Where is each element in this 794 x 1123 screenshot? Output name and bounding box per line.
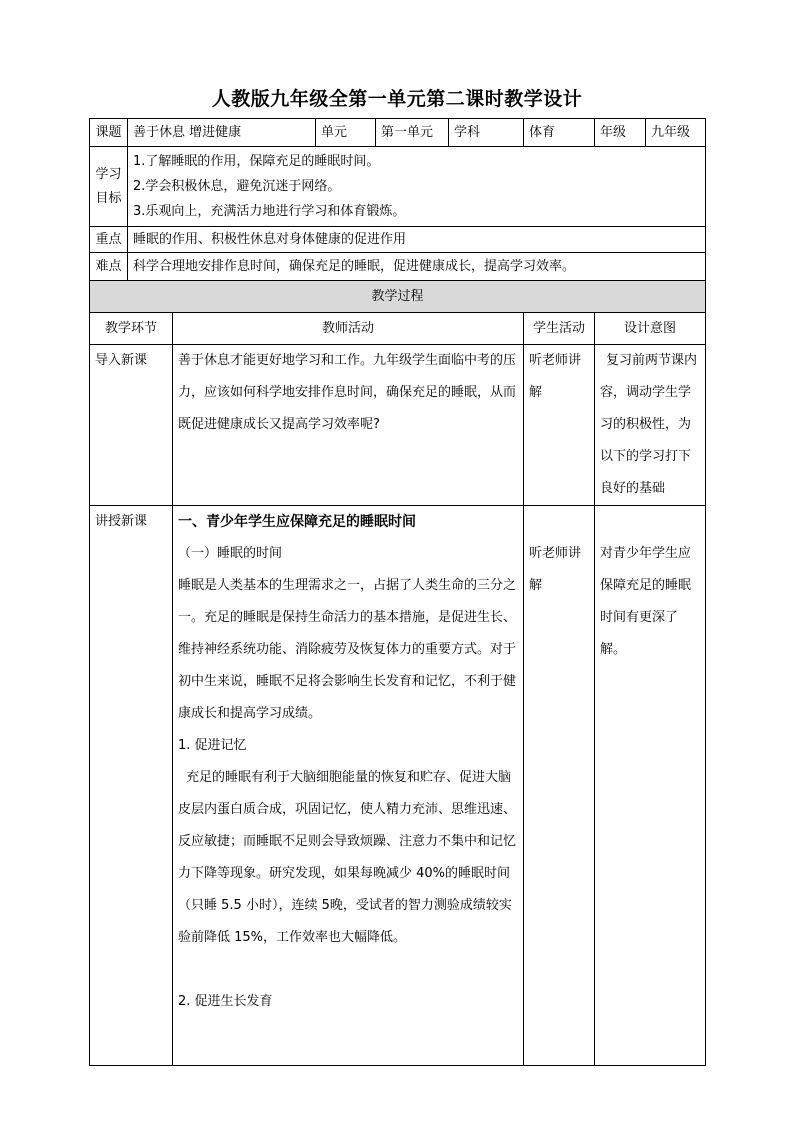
intro-row (90, 345, 706, 506)
lecture-row (90, 506, 706, 1066)
col-teacher: 教师活动 (173, 313, 524, 345)
lecture-teacher (173, 506, 524, 1066)
difficulty-label: 难点 (90, 253, 128, 281)
intro-stage: 导入新课 (90, 345, 173, 506)
info-row (90, 119, 706, 147)
lecture-stage: 讲授新课 (90, 506, 173, 1066)
subject-value: 体育 (524, 119, 595, 147)
key-point-row (90, 227, 706, 253)
objective-item: 3.乐观向上，充满活力地进行学习和体育锻炼。 (133, 204, 406, 219)
unit-value: 第一单元 (376, 119, 449, 147)
difficulty-value: 科学合理地安排作息时间，确保充足的睡眠，促进健康成长，提高学习效率。 (128, 253, 706, 281)
lecture-point: 2. 促进生长发育 (178, 994, 273, 1009)
objectives-list (128, 147, 706, 227)
lecture-subheading: （一）睡眠的时间 (178, 546, 283, 561)
lecture-intent-text: 对青少年学生应保障充足的睡眠时间有更深了解。 (600, 546, 692, 657)
col-student: 学生活动 (524, 313, 595, 345)
intro-intent: 复习前两节课内容，调动学生学习的积极性，为以下的学习打下良好的基础 (595, 345, 706, 506)
difficulty-row (90, 253, 706, 281)
lecture-point: 1. 促进记忆 (178, 738, 247, 753)
lecture-student-text: 听老师讲解 (529, 546, 582, 593)
objective-item: 2.学会积极休息，避免沉迷于网络。 (133, 179, 341, 194)
lecture-paragraph: 充足的睡眠有利于大脑细胞能量的恢复和贮存、促进大脑皮层内蛋白质合成，巩固记忆，使人精力充沛、思维迅速、反应敏捷；而睡眠不足则会导致烦躁、注意力不集中和记忆力下降等现象。研究发现，如果每晚减少 40%的睡眠时间（只睡 5.5 小时），连续 5晚，受试者的智力测验成绩较实验前降低 15%，工作效率也大幅降低。 (178, 770, 517, 945)
key-point-label: 重点 (90, 227, 128, 253)
intro-student: 听老师讲解 (524, 345, 595, 506)
objectives-label (90, 147, 128, 227)
process-header-row (90, 281, 706, 313)
lecture-intent (595, 506, 706, 1066)
grade-value: 九年级 (646, 119, 706, 147)
key-point-value: 睡眠的作用、积极性休息对身体健康的促进作用 (128, 227, 706, 253)
lecture-paragraph: 睡眠是人类基本的生理需求之一，占据了人类生命的三分之一。充足的睡眠是保持生命活力的基本措施，是促进生长、维持神经系统功能、消除疲劳及恢复体力的重要方式。对于初中生来说，睡眠不足将会影响生长发育和记忆，不利于健康成长和提高学习成绩。 (178, 578, 517, 721)
document-title: 人教版九年级全第一单元第二课时教学设计 (211, 88, 583, 110)
lecture-heading: 一、青少年学生应保障充足的睡眠时间 (178, 514, 416, 530)
objectives-label-line1: 学习 (95, 166, 122, 182)
grade-label: 年级 (595, 119, 646, 147)
process-header: 教学过程 (90, 281, 706, 313)
unit-label: 单元 (316, 119, 376, 147)
objectives-label-line2: 目标 (95, 190, 122, 206)
objectives-row (90, 147, 706, 227)
col-intent: 设计意图 (595, 313, 706, 345)
column-header-row (90, 313, 706, 345)
subject-label: 学科 (449, 119, 524, 147)
objective-item: 1.了解睡眠的作用，保障充足的睡眠时间。 (133, 154, 380, 169)
col-stage: 教学环节 (90, 313, 173, 345)
topic-label: 课题 (90, 119, 128, 147)
intro-teacher: 善于休息才能更好地学习和工作。九年级学生面临中考的压力，应该如何科学地安排作息时间，确保充足的睡眠，从而既促进健康成长又提高学习效率呢? (173, 345, 524, 506)
lecture-student (524, 506, 595, 1066)
topic-value: 善于休息 增进健康 (128, 119, 316, 147)
lesson-plan-table (89, 118, 706, 1066)
